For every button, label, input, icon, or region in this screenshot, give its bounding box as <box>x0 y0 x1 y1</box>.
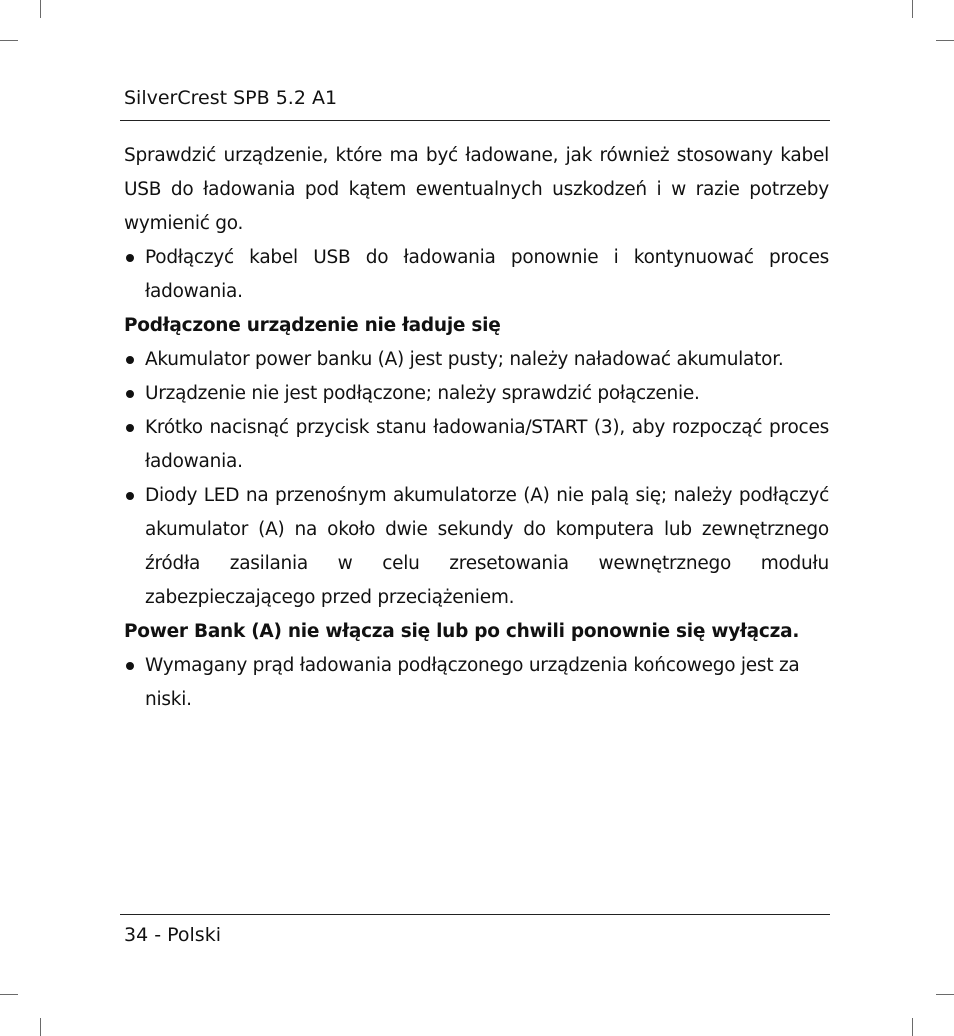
bullet-icon <box>126 662 134 670</box>
list-item-text: Urządzenie nie jest podłączone; należy sprawdzić połączenie. <box>145 383 700 404</box>
crop-mark <box>0 40 18 41</box>
crop-mark <box>912 1018 913 1036</box>
list-item <box>124 649 829 717</box>
crop-mark <box>936 40 954 41</box>
list-item <box>124 411 829 479</box>
list-item-text: Diody LED na przenośnym akumulatorze (A) nie palą się; należy podłączyć akumulator (A) na około dwie sekundy do komputera lub zewnętrznego źródła zasilania w celu zresetowania wewnętrznego modułu zabezpieczającego przed przeciążeniem. <box>145 485 829 608</box>
bullet-icon <box>126 254 134 262</box>
list-item-text: Akumulator power banku (A) jest pusty; należy naładować akumulator. <box>145 349 784 370</box>
intro-paragraph: Sprawdzić urządzenie, które ma być ładowane, jak również stosowany kabel USB do ładowania pod kątem ewentualnych uszkodzeń i w razie potrzeby wymienić go. <box>124 145 829 234</box>
page-number: 34 - Polski <box>124 924 221 946</box>
crop-mark <box>912 0 913 18</box>
bullet-icon <box>126 424 134 432</box>
list-item-text: Krótko nacisnąć przycisk stanu ładowania/START (3), aby rozpocząć proces ładowania. <box>145 417 829 472</box>
list-item <box>124 377 829 411</box>
crop-mark <box>936 994 954 995</box>
page-content <box>124 139 829 717</box>
header-rule <box>120 120 830 121</box>
list-item-text: Wymagany prąd ładowania podłączonego urządzenia końcowego jest za niski. <box>145 655 800 710</box>
footer-rule <box>120 914 830 915</box>
list-item <box>124 343 829 377</box>
crop-mark <box>40 0 41 18</box>
crop-mark <box>40 1018 41 1036</box>
running-header: SilverCrest SPB 5.2 A1 <box>124 87 338 109</box>
bullet-icon <box>126 492 134 500</box>
section-heading: Power Bank (A) nie włącza się lub po chwili ponownie się wyłącza. <box>124 621 800 642</box>
list-item <box>124 479 829 615</box>
crop-mark <box>0 994 18 995</box>
bullet-icon <box>126 390 134 398</box>
list-item-text: Podłączyć kabel USB do ładowania ponownie i kontynuować proces ładowania. <box>145 247 829 302</box>
bullet-icon <box>126 356 134 364</box>
section-heading: Podłączone urządzenie nie ładuje się <box>124 315 501 336</box>
list-item <box>124 241 829 309</box>
